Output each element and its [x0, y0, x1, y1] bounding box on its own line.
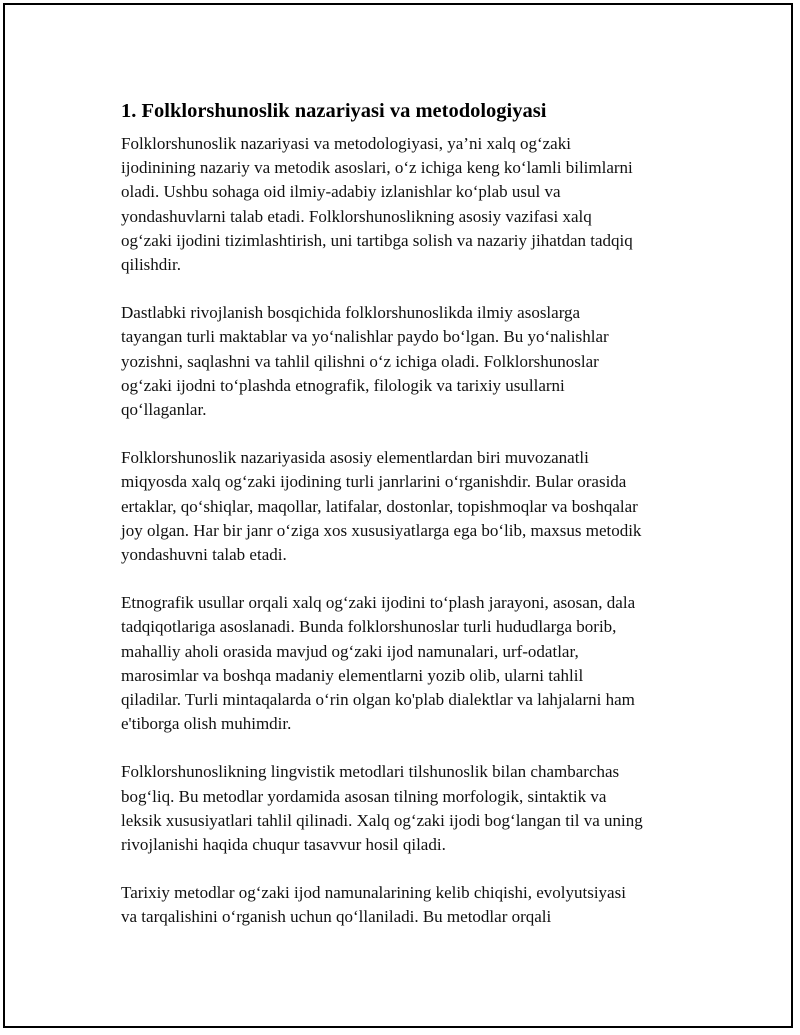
paragraph-line: Dastlabki rivojlanish bosqichida folklorshunoslikda ilmiy asoslarga: [121, 303, 581, 323]
document-page: [3, 3, 793, 1028]
paragraph-line: bog‘liq. Bu metodlar yordamida asosan tilning morfologik, sintaktik va: [121, 786, 607, 806]
paragraph-line: marosimlar va boshqa madaniy elementlarni yozib olib, ularni tahlil: [121, 665, 584, 685]
paragraph-line: mahalliy aholi orasida mavjud og‘zaki ijod namunalari, urf-odatlar,: [121, 641, 579, 661]
paragraph: [121, 881, 691, 929]
paragraph: [121, 301, 691, 422]
paragraph-line: miqyosda xalq og‘zaki ijodining turli janrlarini o‘rganishdir. Bular orasida: [121, 472, 627, 492]
paragraph-line: tayangan turli maktablar va yo‘nalishlar paydo bo‘lgan. Bu yo‘nalishlar: [121, 327, 609, 347]
paragraph-line: og‘zaki ijodni to‘plashda etnografik, filologik va tarixiy usullarni: [121, 375, 565, 395]
paragraph-line: rivojlanishi haqida chuqur tasavvur hosil qiladi.: [121, 835, 446, 855]
paragraph: [121, 446, 691, 567]
paragraph-line: e'tiborga olish muhimdir.: [121, 714, 292, 734]
paragraph-line: tadqiqotlariga asoslanadi. Bunda folklorshunoslar turli hududlarga borib,: [121, 617, 617, 637]
paragraph-line: yondashuvlarni talab etadi. Folklorshunoslikning asosiy vazifasi xalq: [121, 206, 592, 226]
paragraph-line: oladi. Ushbu sohaga oid ilmiy-adabiy izlanishlar ko‘plab usul va: [121, 182, 561, 202]
paragraph-line: yondashuvni talab etadi.: [121, 545, 287, 565]
paragraph-line: Etnografik usullar orqali xalq og‘zaki ijodini to‘plash jarayoni, asosan, dala: [121, 593, 636, 613]
paragraph-line: leksik xususiyatlari tahlil qilinadi. Xalq og‘zaki ijodi bog‘langan til va uning: [121, 810, 643, 830]
document-body: [121, 132, 691, 930]
paragraph-line: joy olgan. Har bir janr o‘ziga xos xususiyatlarga ega bo‘lib, maxsus metodik: [121, 520, 642, 540]
paragraph-line: va tarqalishini o‘rganish uchun qo‘llaniladi. Bu metodlar orqali: [121, 907, 552, 927]
paragraph-line: Tarixiy metodlar og‘zaki ijod namunalarining kelib chiqishi, evolyutsiyasi: [121, 883, 626, 903]
paragraph-line: ertaklar, qo‘shiqlar, maqollar, latifalar, dostonlar, topishmoqlar va boshqalar: [121, 496, 638, 516]
paragraph-line: qilishdir.: [121, 255, 181, 275]
paragraph: [121, 132, 691, 277]
paragraph: [121, 760, 691, 857]
paragraph-line: Folklorshunoslikning lingvistik metodlari tilshunoslik bilan chambarchas: [121, 762, 620, 782]
paragraph-line: Folklorshunoslik nazariyasida asosiy elementlardan biri muvozanatli: [121, 448, 589, 468]
paragraph-line: yozishni, saqlashni va tahlil qilishni o‘z ichiga oladi. Folklorshunoslar: [121, 351, 599, 371]
paragraph-line: og‘zaki ijodini tizimlashtirish, uni tartibga solish va nazariy jihatdan tadqiq: [121, 230, 633, 250]
paragraph-line: Folklorshunoslik nazariyasi va metodologiyasi, ya’ni xalq og‘zaki: [121, 134, 571, 153]
paragraph: [121, 591, 691, 736]
paragraph-line: ijodinining nazariy va metodik asoslari, o‘z ichiga keng ko‘lamli bilimlarni: [121, 158, 633, 178]
paragraph-line: qiladilar. Turli mintaqalarda o‘rin olgan ko'plab dialektlar va lahjalarni ham: [121, 690, 635, 710]
section-title: 1. Folklorshunoslik nazariyasi va metodologiyasi: [121, 100, 547, 122]
paragraph-line: qo‘llaganlar.: [121, 400, 207, 420]
